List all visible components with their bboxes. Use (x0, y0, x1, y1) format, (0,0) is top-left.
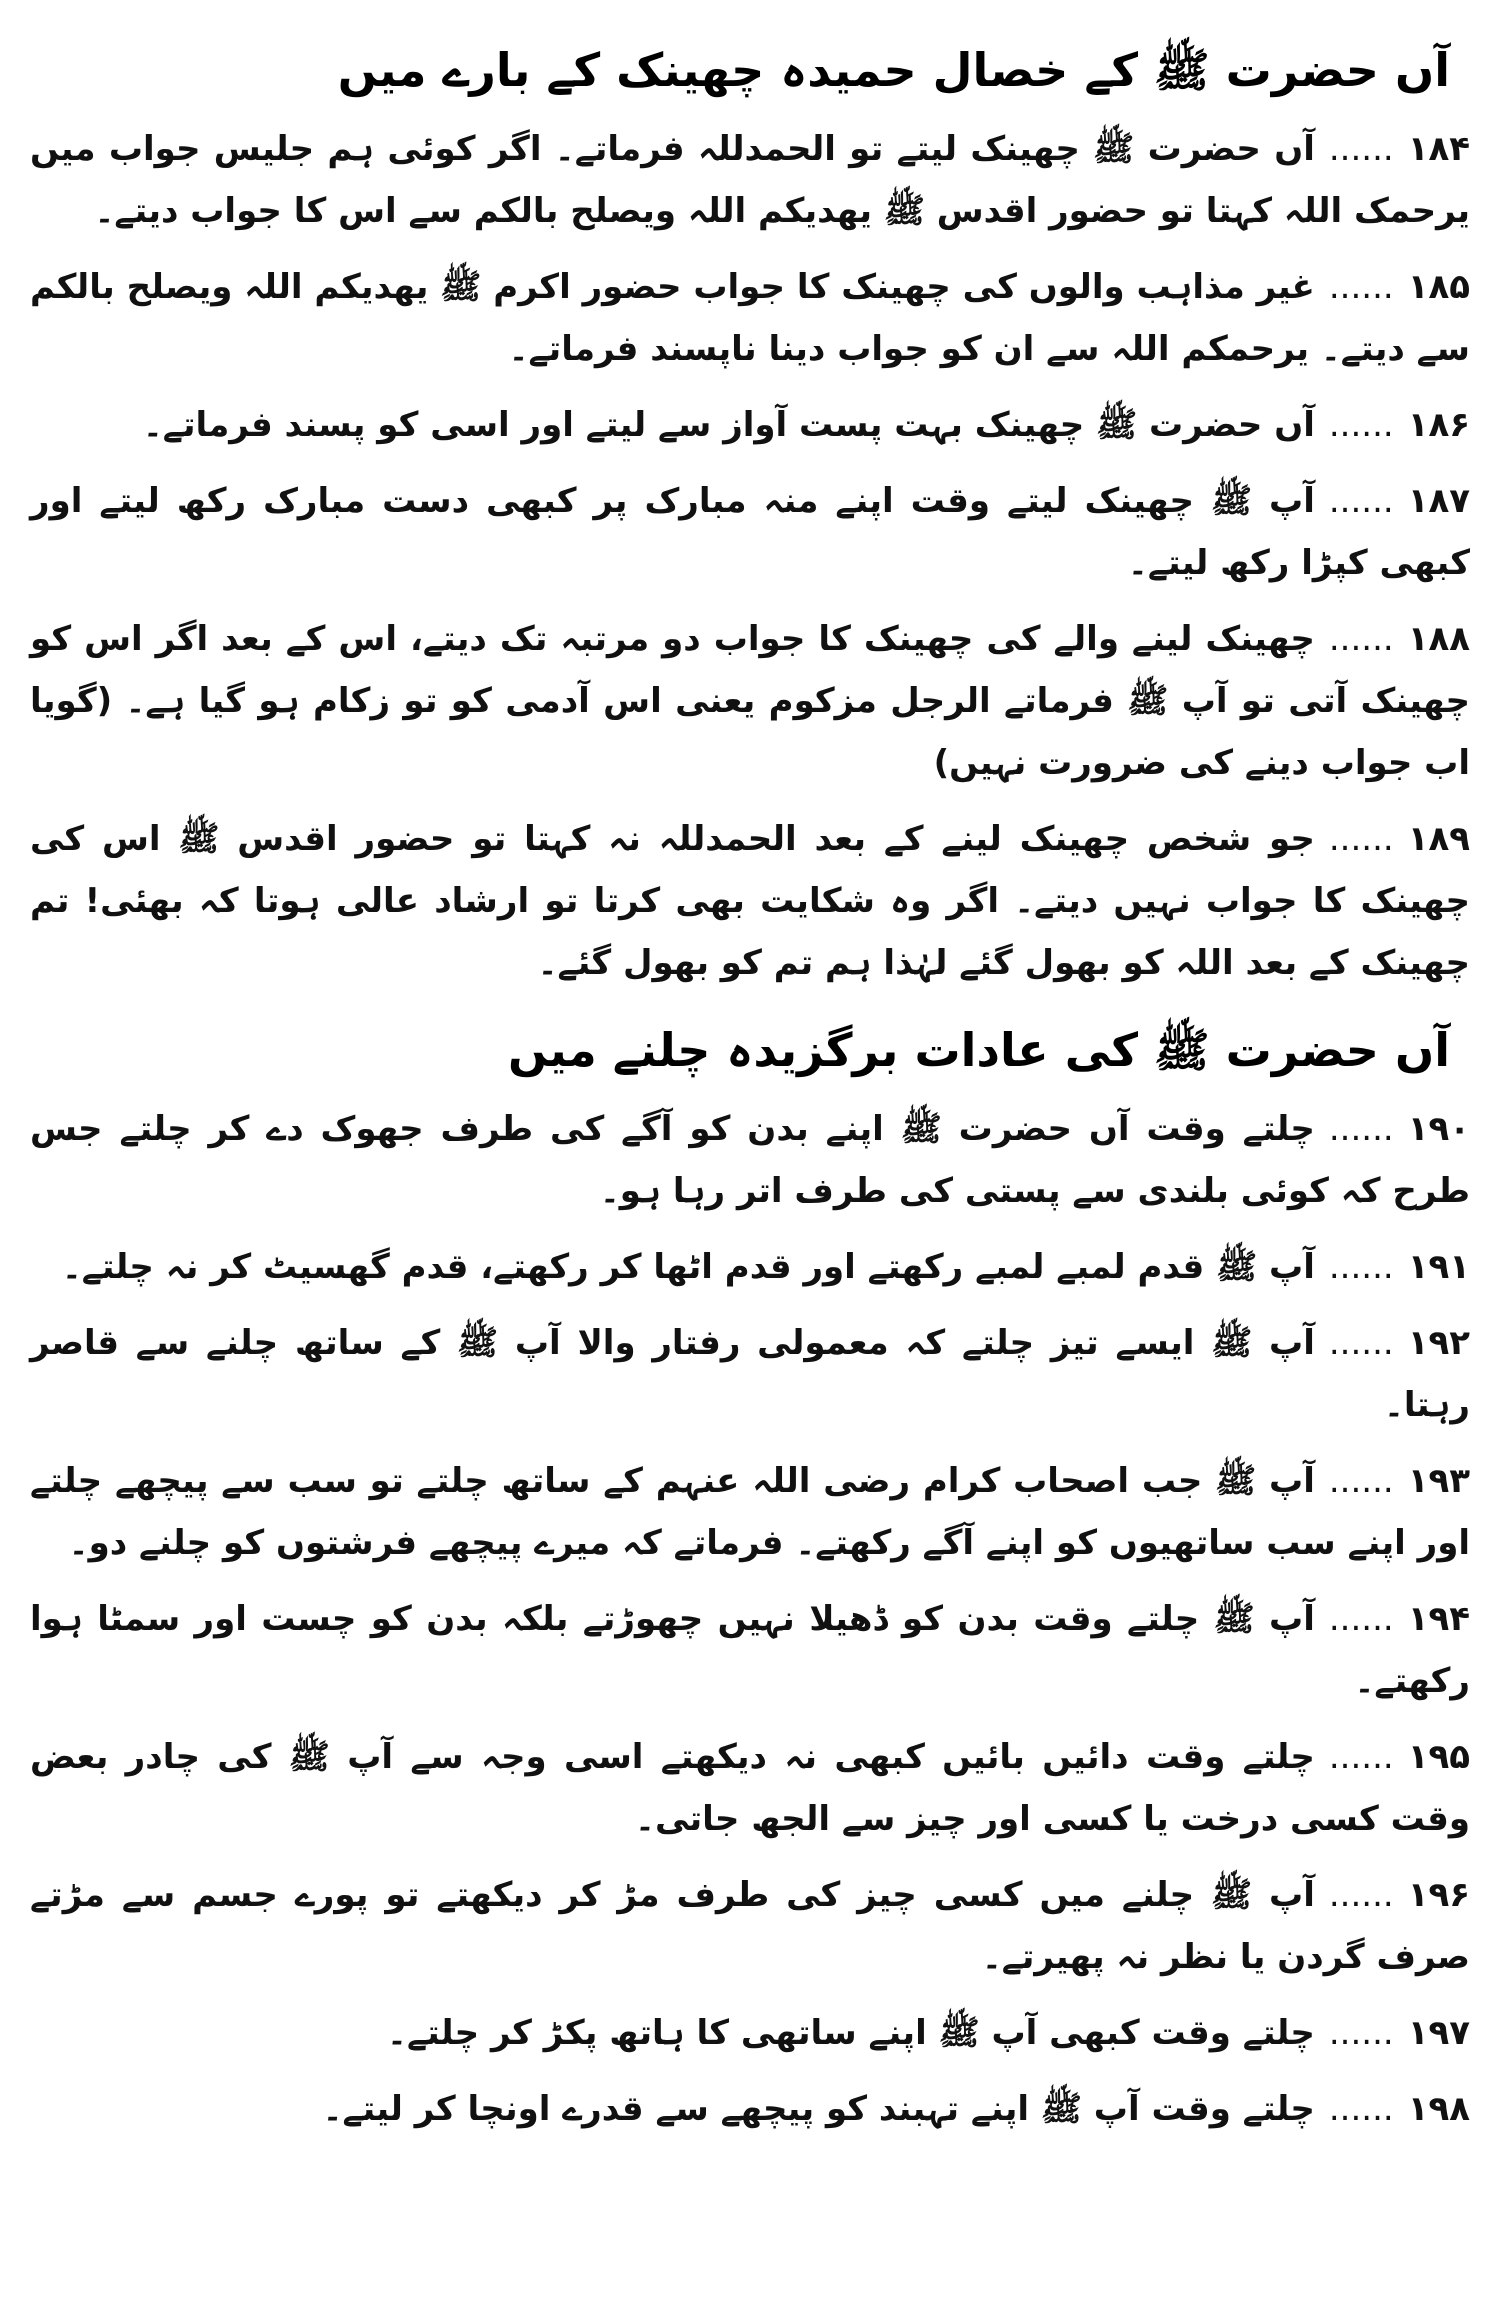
item-text: آپ ﷺ چلنے میں کسی چیز کی طرف مڑ کر دیکھتے تو پورے جسم سے مڑتے صرف گردن یا نظر نہ پھیرتے۔ (30, 1875, 1470, 1977)
section-walking (30, 1020, 1470, 2140)
item-dots: ...... (1328, 1461, 1394, 1501)
item-text: آپ ﷺ قدم لمبے لمبے رکھتے اور قدم اٹھا کر رکھتے، قدم گھسیٹ کر نہ چلتے۔ (61, 1247, 1315, 1287)
item-list (30, 118, 1470, 994)
item-text: چلتے وقت کبھی آپ ﷺ اپنے ساتھی کا ہاتھ پکڑ کر چلتے۔ (387, 2013, 1315, 2053)
item-number: ۱۹۰ (1407, 1109, 1470, 1149)
list-item (30, 1236, 1470, 1298)
item-text: آپ ﷺ ایسے تیز چلتے کہ معمولی رفتار والا آپ ﷺ کے ساتھ چلنے سے قاصر رہتا۔ (30, 1323, 1470, 1425)
list-item (30, 608, 1470, 794)
list-item (30, 808, 1470, 994)
section-heading: آں حضرت ﷺ کی عادات برگزیدہ چلنے میں (508, 1023, 1450, 1077)
list-item (30, 1864, 1470, 1988)
item-dots: ...... (1328, 267, 1394, 307)
item-number: ۱۹۱ (1407, 1247, 1470, 1287)
item-dots: ...... (1328, 1737, 1394, 1777)
item-dots: ...... (1328, 2013, 1394, 2053)
item-dots: ...... (1328, 481, 1394, 521)
item-number: ۱۸۵ (1407, 267, 1470, 307)
section-sneezing (30, 40, 1470, 994)
item-dots: ...... (1328, 1247, 1394, 1287)
item-dots: ...... (1328, 1109, 1394, 1149)
item-text: آپ ﷺ جب اصحاب کرام رضی اللہ عنہم کے ساتھ چلتے تو سب سے پیچھے چلتے اور اپنے سب ساتھیوں کو اپنے آگے رکھتے۔ فرماتے کہ میرے پیچھے فرشتوں کو چلنے دو۔ (30, 1461, 1470, 1563)
list-item (30, 1588, 1470, 1712)
item-text: چھینک لینے والے کی چھینک کا جواب دو مرتبہ تک دیتے، اس کے بعد اگر اس کو چھینک آتی تو آپ ﷺ فرماتے الرجل مزکوم یعنی اس آدمی کو تو زکام ہو گیا ہے۔ (گویا اب جواب دینے کی ضرورت نہیں) (30, 619, 1470, 783)
item-text: آپ ﷺ چلتے وقت بدن کو ڈھیلا نہیں چھوڑتے بلکہ بدن کو چست اور سمٹا ہوا رکھتے۔ (30, 1599, 1470, 1701)
item-number: ۱۸۴ (1407, 129, 1470, 169)
item-text: جو شخص چھینک لینے کے بعد الحمدللہ نہ کہتا تو حضور اقدس ﷺ اس کی چھینک کا جواب نہیں دیتے۔ اگر وہ شکایت بھی کرتا تو ارشاد عالی ہوتا کہ بھئی! تم چھینک کے بعد اللہ کو بھول گئے لہٰذا ہم تم کو بھول گئے۔ (30, 819, 1470, 983)
item-text: آں حضرت ﷺ چھینک بہت پست آواز سے لیتے اور اسی کو پسند فرماتے۔ (142, 405, 1315, 445)
item-dots: ...... (1328, 2089, 1394, 2129)
item-text: آپ ﷺ چھینک لیتے وقت اپنے منہ مبارک پر کبھی دست مبارک رکھ لیتے اور کبھی کپڑا رکھ لیتے۔ (30, 481, 1470, 583)
item-number: ۱۹۵ (1407, 1737, 1470, 1777)
item-text: چلتے وقت آپ ﷺ اپنے تہبند کو پیچھے سے قدرے اونچا کر لیتے۔ (322, 2089, 1315, 2129)
list-item (30, 470, 1470, 594)
item-dots: ...... (1328, 405, 1394, 445)
item-dots: ...... (1328, 1323, 1394, 1363)
list-item (30, 1312, 1470, 1436)
item-dots: ...... (1328, 619, 1394, 659)
list-item (30, 394, 1470, 456)
list-item (30, 2002, 1470, 2064)
document-page (30, 40, 1470, 2260)
item-dots: ...... (1328, 819, 1394, 859)
item-list (30, 1098, 1470, 2140)
item-number: ۱۹۷ (1407, 2013, 1470, 2053)
list-item (30, 1098, 1470, 1222)
list-item (30, 256, 1470, 380)
item-number: ۱۹۶ (1407, 1875, 1470, 1915)
section-heading: آں حضرت ﷺ کے خصال حمیدہ چھینک کے بارے میں (337, 43, 1450, 97)
list-item (30, 118, 1470, 242)
list-item (30, 1726, 1470, 1850)
item-dots: ...... (1328, 129, 1394, 169)
item-number: ۱۸۶ (1407, 405, 1470, 445)
item-dots: ...... (1328, 1875, 1394, 1915)
item-number: ۱۸۷ (1407, 481, 1470, 521)
item-number: ۱۹۳ (1407, 1461, 1470, 1501)
list-item (30, 1450, 1470, 1574)
item-number: ۱۸۸ (1407, 619, 1470, 659)
list-item (30, 2078, 1470, 2140)
item-text: آں حضرت ﷺ چھینک لیتے تو الحمدللہ فرماتے۔ اگر کوئی ہم جلیس جواب میں یرحمک اللہ کہتا تو حضور اقدس ﷺ یھدیکم اللہ ویصلح بالکم سے اس کا جواب دیتے۔ (30, 129, 1470, 231)
item-number: ۱۹۲ (1407, 1323, 1470, 1363)
item-dots: ...... (1328, 1599, 1394, 1639)
item-text: چلتے وقت دائیں بائیں کبھی نہ دیکھتے اسی وجہ سے آپ ﷺ کی چادر بعض وقت کسی درخت یا کسی اور چیز سے الجھ جاتی۔ (30, 1737, 1470, 1839)
item-number: ۱۸۹ (1407, 819, 1470, 859)
item-number: ۱۹۸ (1407, 2089, 1470, 2129)
item-number: ۱۹۴ (1407, 1599, 1470, 1639)
item-text: چلتے وقت آں حضرت ﷺ اپنے بدن کو آگے کی طرف جھوک دے کر چلتے جس طرح کہ کوئی بلندی سے پستی کی طرف اتر رہا ہو۔ (30, 1109, 1470, 1211)
item-text: غیر مذاہب والوں کی چھینک کا جواب حضور اکرم ﷺ یھدیکم اللہ ویصلح بالکم سے دیتے۔ یرحمکم اللہ سے ان کو جواب دینا ناپسند فرماتے۔ (30, 267, 1470, 369)
